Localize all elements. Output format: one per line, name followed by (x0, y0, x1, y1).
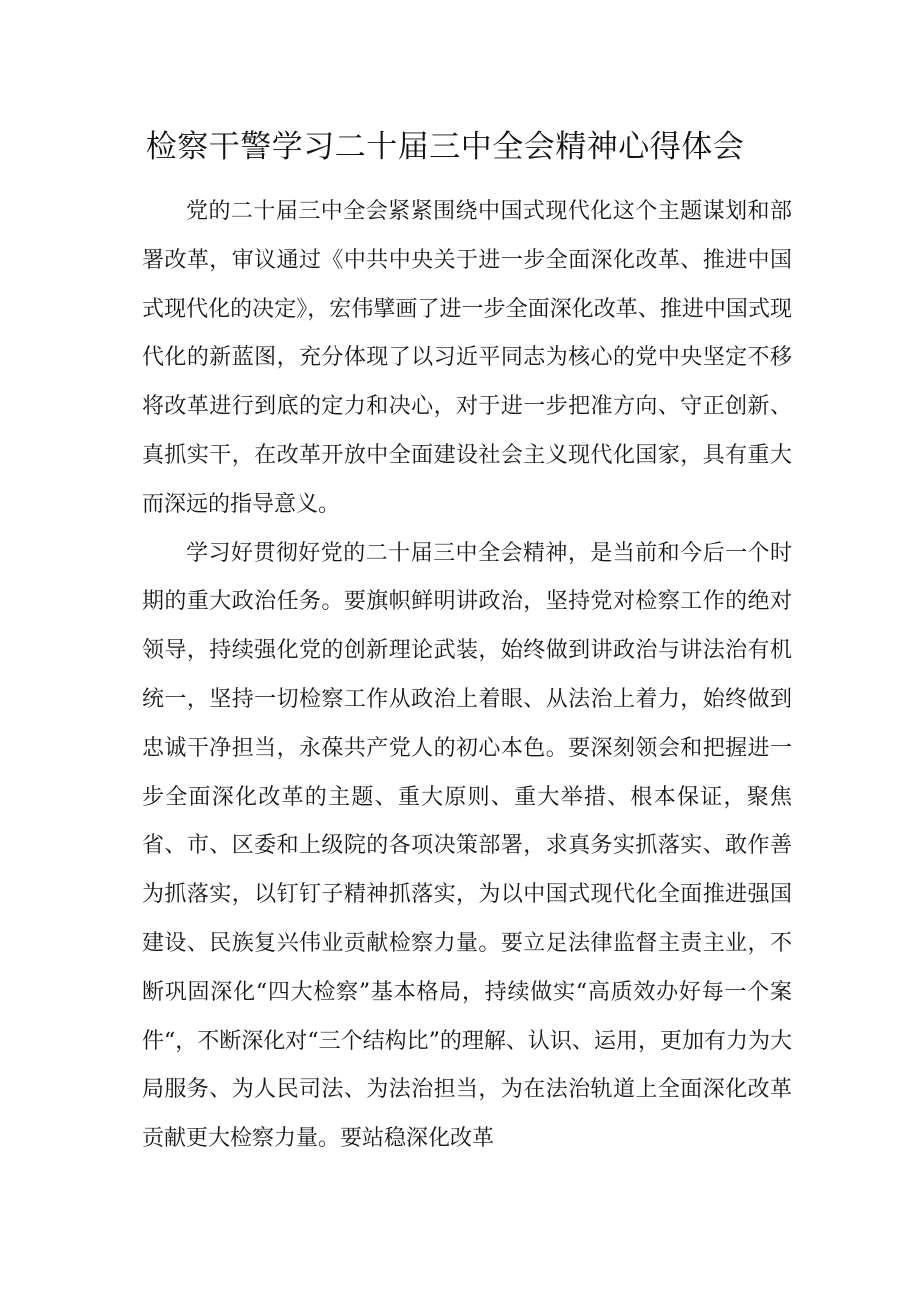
document-title: 检察干警学习二十届三中全会精神心得体会 (145, 129, 745, 165)
paragraph-1: 党的二十届三中全会紧紧围绕中国式现代化这个主题谋划和部署改革，审议通过《中共中央关于进一步全面深化改革、推进中国式现代化的决定》，宏伟擘画了进一步全面深化改革、推进中国式现代化的新蓝图，充分体现了以习近平同志为核心的党中央坚定不移将改革进行到底的定力和决心，对于进一步把准方向、守正创新、真抓实干，在改革开放中全面建设社会主义现代化国家，具有重大而深远的指导意义。 (142, 199, 792, 517)
paragraph-2: 学习好贯彻好党的二十届三中全会精神，是当前和今后一个时期的重大政治任务。要旗帜鲜明讲政治，坚持党对检察工作的绝对领导，持续强化党的创新理论武装，始终做到讲政治与讲法治有机统一，坚持一切检察工作从政治上着眼、从法治上着力，始终做到忠诚干净担当，永葆共产党人的初心本色。要深刻领会和把握进一步全面深化改革的主题、重大原则、重大举措、根本保证，聚焦省、市、区委和上级院的各项决策部署，求真务实抓落实、敢作善为抓落实，以钉钉子精神抓落实，为以中国式现代化全面推进强国建设、民族复兴伟业贡献检察力量。要立足法律监督主责主业，不断巩固深化“四大检察”基本格局，持续做实“高质效办好每一个案件“，不断深化对“三个结构比”的理解、认识、运用，更加有力为大局服务、为人民司法、为法治担当，为在法治轨道上全面深化改革贡献更大检察力量。要站稳深化改革 (142, 540, 792, 1152)
document-body (142, 188, 792, 1164)
